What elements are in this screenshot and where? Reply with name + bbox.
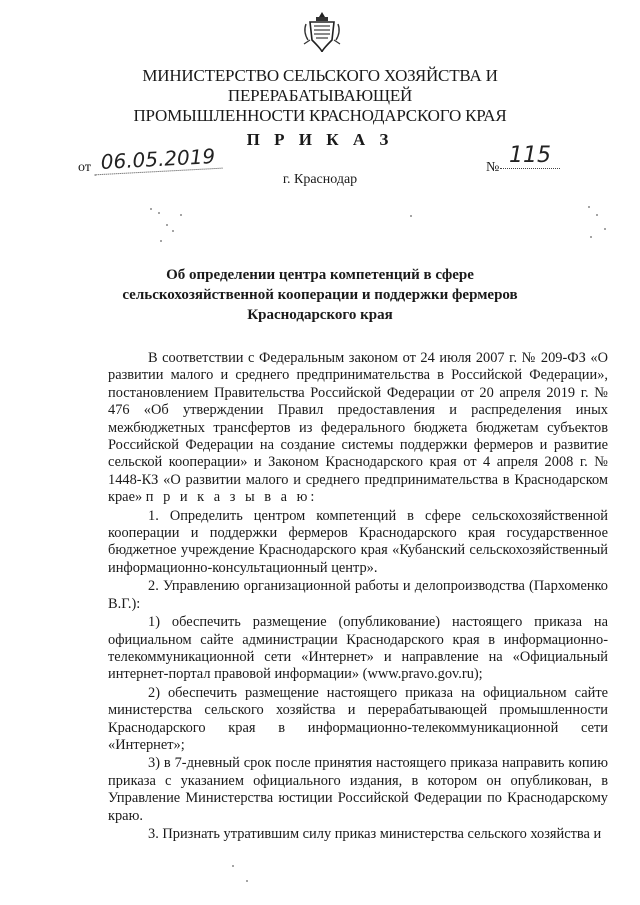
item-1: 1. Определить центром компетенций в сфере сельскохозяйственной кооперации и поддержки фермеров Краснодарского края государственное бюджетное учреждение Краснодарского края «Кубанский сельскохозяйственный информационно-консультационный центр». [108, 507, 608, 576]
coat-of-arms-icon [302, 10, 342, 54]
item-2: 2. Управлению организационной работы и делопроизводства (Пархоменко В.Г.): [108, 578, 608, 612]
intro-paragraph [108, 350, 608, 507]
order-subject [90, 265, 550, 325]
subject-line-1: Об определении центра компетенций в сфере [166, 267, 474, 283]
item-3: 3. Признать утратившим силу приказ министерства сельского хозяйства и [148, 825, 602, 842]
subject-line-3: Краснодарского края [247, 307, 393, 323]
order-date: 06.05.2019 [93, 144, 222, 176]
item-2-2: 2) обеспечить размещение настоящего приказа на официальном сайте министерства сельского хозяйства и перерабатывающей промышленности Краснодарского края в информационно-телекоммуникационной сети «Интернет»; [108, 684, 608, 753]
ministry-line-1: МИНИСТЕРСТВО СЕЛЬСКОГО ХОЗЯЙСТВА И ПЕРЕРАБАТЫВАЮЩЕЙ [142, 66, 498, 105]
doc-type-title: П Р И К А З [246, 130, 394, 149]
order-number: 115 [500, 143, 560, 169]
item-2-1: 1) обеспечить размещение (опубликование) настоящего приказа на официальном сайте администрации Краснодарского края в информационно-телекоммуникационной сети «Интернет» и направление на «Официальный интернет-портал правовой информации» (www.pravo.gov.ru); [108, 614, 608, 683]
city: г. Краснодар [282, 172, 358, 187]
order-body [108, 350, 608, 843]
ministry-line-2: ПРОМЫШЛЕННОСТИ КРАСНОДАРСКОГО КРАЯ [133, 106, 507, 125]
date-prefix: от [78, 160, 91, 175]
subject-line-2: сельскохозяйственной кооперации и поддержки фермеров [122, 287, 518, 303]
intro-text: В соответствии с Федеральным законом от 24 июля 2007 г. № 209-ФЗ «О развитии малого и среднего предпринимательства в Российской Федерации», постановлением Правительства Российской Федерации от 20 апреля 2019 г. № 476 «Об утверждении Правил предоставления и распределения иных межбюджетных трансфертов из федерального бюджета бюджетам субъектов Российской Федерации на создание системы поддержки фермеров и развитие сельской кооперации» и Законом Краснодарского края от 4 апреля 2008 г. № 1448-КЗ «О развитии малого и среднего предпринимательства в Краснодарском крае» [108, 350, 608, 506]
number-prefix: № [486, 160, 500, 175]
order-word: п р и к а з ы в а ю: [145, 489, 318, 506]
item-2-3: 3) в 7-дневный срок после принятия настоящего приказа направить копию приказа с указанием официального издания, в котором он опубликован, в Управление Министерства юстиции Российской Федерации по Краснодарскому краю. [108, 755, 608, 824]
ministry-name [60, 66, 580, 126]
